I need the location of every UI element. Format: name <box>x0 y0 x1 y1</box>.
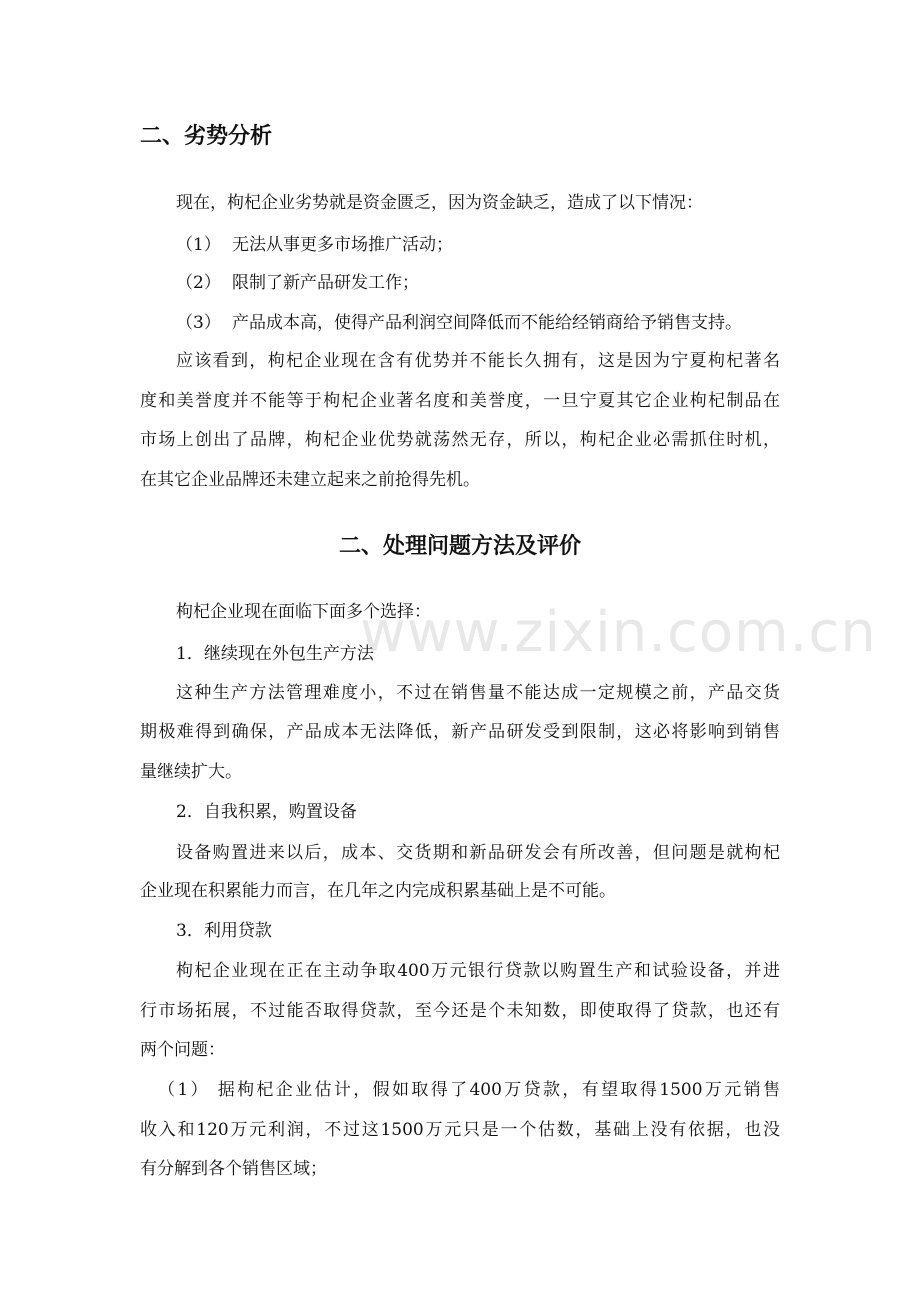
paragraph-line: 收入和120万元利润，不过这1500万元只是一个估数，基础上没有依据，也没 <box>140 1120 780 1140</box>
paragraph-line: 在其它企业品牌还未建立起来之前抢得先机。 <box>140 470 480 490</box>
paragraph-line: 市场上创出了品牌，枸杞企业优势就荡然无存，所以，枸杞企业必需抓住时机， <box>140 430 780 450</box>
paragraph-line: （1） 据枸杞企业估计，假如取得了400万贷款，有望取得1500万元销售 <box>158 1080 780 1100</box>
paragraph-line: 行市场拓展，不过能否取得贷款，至今还是个未知数，即使取得了贷款，也还有 <box>140 1001 780 1021</box>
option-title: 1．继续现在外包生产方法 <box>176 644 374 664</box>
list-item-text: 限制了新产品研发工作； <box>232 273 419 293</box>
list-item-num: （3） <box>176 313 221 333</box>
option-title: 3．利用贷款 <box>176 921 272 941</box>
solutions-intro: 枸杞企业现在面临下面多个选择： <box>176 602 431 622</box>
weakness-intro: 现在，枸杞企业劣势就是资金匮乏，因为资金缺乏，造成了以下情况： <box>176 193 703 213</box>
list-item-num: （1） <box>176 235 221 255</box>
paragraph-line: 期极难得到确保，产品成本无法降低，新产品研发受到限制，这必将影响到销售 <box>140 722 780 742</box>
section-heading-weakness: 二、劣势分析 <box>140 124 273 149</box>
paragraph-line: 枸杞企业现在正在主动争取400万元银行贷款以购置生产和试验设备，并进 <box>176 961 780 981</box>
list-item-text: 产品成本高，使得产品利润空间降低而不能给经销商给予销售支持。 <box>232 313 742 333</box>
section-heading-solutions: 二、处理问题方法及评价 <box>338 534 581 559</box>
paragraph-line: 度和美誉度并不能等于枸杞企业著名度和美誉度，一旦宁夏其它企业枸杞制品在 <box>140 391 780 411</box>
paragraph-line: 设备购置进来以后，成本、交货期和新品研发会有所改善，但问题是就枸杞 <box>176 843 780 863</box>
paragraph-line: 这种生产方法管理难度小，不过在销售量不能达成一定规模之前，产品交货 <box>176 683 780 703</box>
watermark: www.zixin.com.cn <box>360 600 877 665</box>
paragraph-line: 两个问题： <box>140 1040 225 1060</box>
paragraph-line: 有分解到各个销售区域； <box>140 1159 327 1179</box>
paragraph-line: 企业现在积累能力而言，在几年之内完成积累基础上是不可能。 <box>140 881 616 901</box>
paragraph-line: 量继续扩大。 <box>140 762 242 782</box>
option-title: 2．自我积累，购置设备 <box>176 802 357 822</box>
paragraph-line: 应该看到，枸杞企业现在含有优势并不能长久拥有，这是因为宁夏枸杞著名 <box>176 351 780 371</box>
list-item-num: （2） <box>176 273 221 293</box>
list-item-text: 无法从事更多市场推广活动； <box>232 235 453 255</box>
